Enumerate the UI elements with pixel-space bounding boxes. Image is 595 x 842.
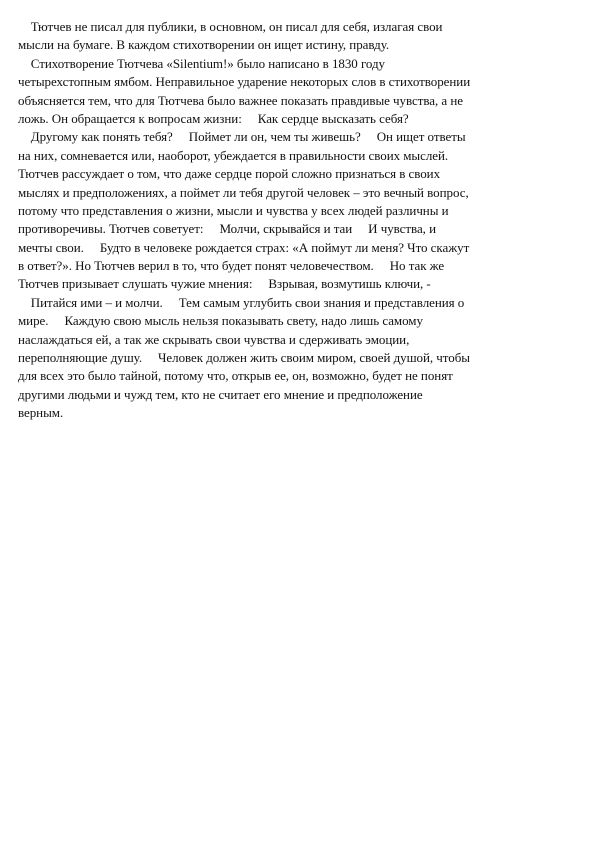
text-line: Стихотворение Тютчева «Silentium!» было написано в 1830 году <box>18 55 386 71</box>
text-line: противоречивы. Тютчев советует: Молчи, скрывайся и таи И чувства, и <box>18 221 436 237</box>
text-line: другими людьми и чужд тем, кто не считает его мнение и предположение <box>18 386 423 402</box>
essay-text <box>18 18 583 423</box>
text-line: мыслях и предположениях, а поймет ли тебя другой человек – это вечный вопрос, <box>18 184 469 200</box>
text-line: мечты свои. Будто в человеке рождается страх: «А поймут ли меня? Что скажут <box>18 239 470 255</box>
text-line: в ответ?». Но Тютчев верил в то, что будет понят человечеством. Но так же <box>18 258 445 274</box>
text-line: Тютчев рассуждает о том, что даже сердце порой сложно признаться в своих <box>18 166 441 182</box>
text-line: наслаждаться ей, а так же скрывать свои чувства и сдерживать эмоции, <box>18 331 410 347</box>
text-line: Тютчев призывает слушать чужие мнения: Взрывая, возмутишь ключи, - <box>18 276 431 292</box>
text-line: мире. Каждую свою мысль нельзя показывать свету, надо лишь самому <box>18 313 423 329</box>
text-line: потому что представления о жизни, мысли и чувства у всех людей различны и <box>18 202 449 218</box>
text-line: для всех это было тайной, потому что, открыв ее, он, возможно, будет не понят <box>18 368 453 384</box>
text-line: Питайся ими – и молчи. Тем самым углубить свои знания и представления о <box>18 294 465 310</box>
text-line: верным. <box>18 405 64 421</box>
text-line: мысли на бумаге. В каждом стихотворении он ищет истину, правду. <box>18 37 390 53</box>
text-line: Тютчев не писал для публики, в основном, он писал для себя, излагая свои <box>18 19 443 34</box>
text-line: четырехстопным ямбом. Неправильное ударение некоторых слов в стихотворении <box>18 74 471 90</box>
text-line: на них, сомневается или, наоборот, убеждается в правильности своих мыслей. <box>18 147 449 163</box>
text-line: объясняется тем, что для Тютчева было важнее показать правдивые чувства, а не <box>18 92 463 108</box>
text-line: ложь. Он обращается к вопросам жизни: Как сердце высказать себя? <box>18 110 409 126</box>
text-line: Другому как понять тебя? Поймет ли он, чем ты живешь? Он ищет ответы <box>18 129 466 145</box>
text-line: переполняющие душу. Человек должен жить своим миром, своей душой, чтобы <box>18 350 470 366</box>
